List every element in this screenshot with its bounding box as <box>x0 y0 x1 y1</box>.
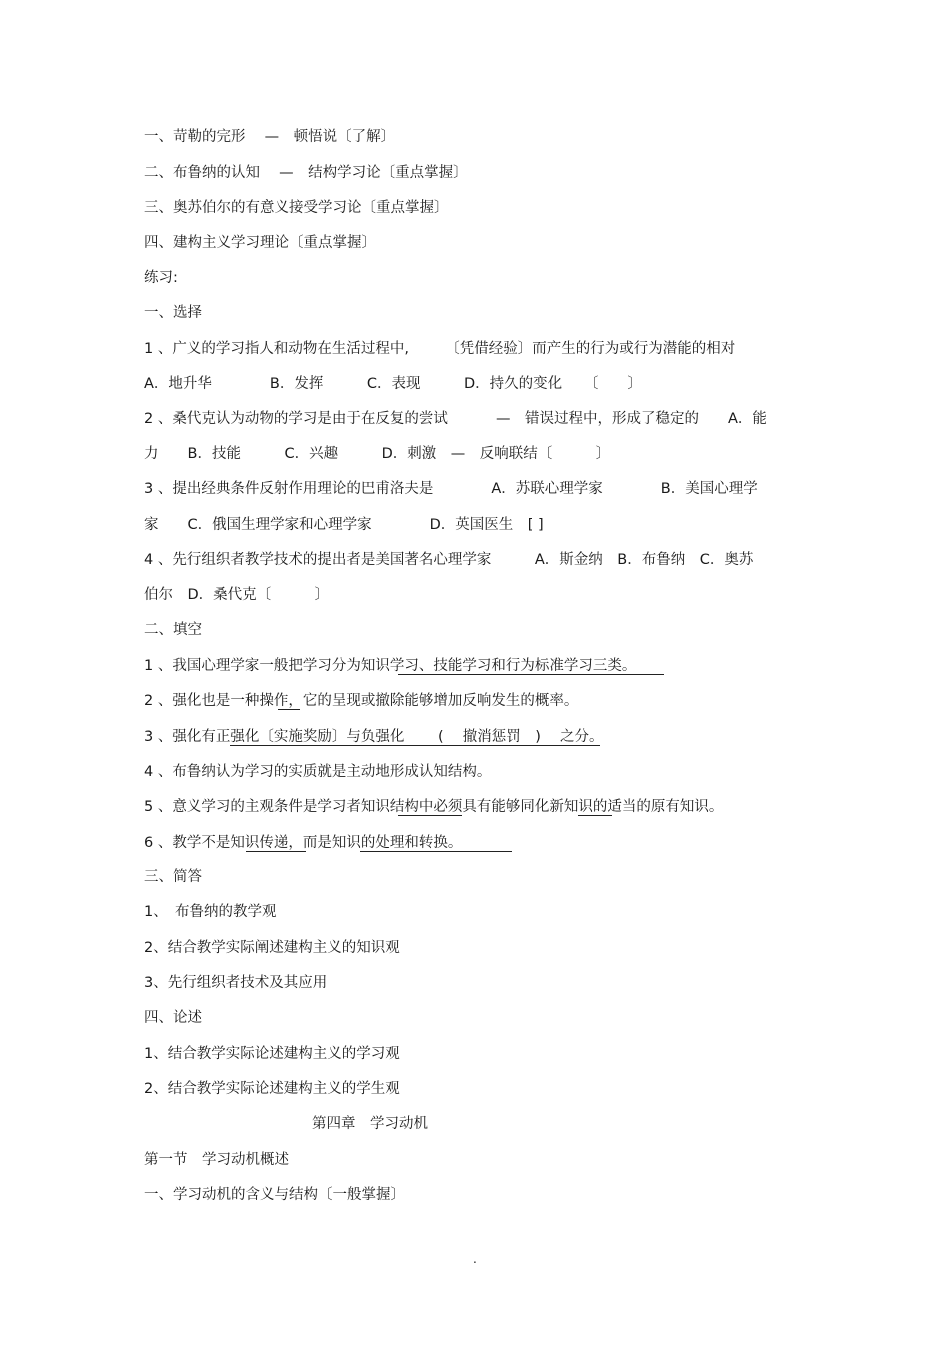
fill-blank-6: 6 、教学不是知识传递，而是知识的处理和转换。 <box>144 835 463 851</box>
fill-blank-6-underline-b <box>360 851 512 852</box>
section-heading-bruner: 二、布鲁纳的认知 — 结构学习论〔重点掌握〕 <box>144 165 468 181</box>
fill-blank-2-underline <box>278 709 300 710</box>
short-answer-3: 3、先行组织者技术及其应用 <box>144 975 328 991</box>
fill-blank-4: 4 、布鲁纳认为学习的实质就是主动地形成认知结构。 <box>144 764 492 780</box>
subsection-title: 一、学习动机的含义与结构〔一般掌握〕 <box>144 1187 405 1203</box>
chapter-title: 第四章 学习动机 <box>312 1116 428 1132</box>
question-1-stem: 1 、广义的学习指人和动物在生活过程中, 〔凭借经验〕而产生的行为或行为潜能的相对 <box>144 341 736 357</box>
question-4-line-1: 4 、先行组织者教学技术的提出者是美国著名心理学家 A．斯金纳 B．布鲁纳 C．奥苏 <box>144 552 754 568</box>
practice-label: 练习: <box>144 270 178 286</box>
question-2-line-2: 力 B．技能 C．兴趣 D．刺激 — 反响联结〔 〕 <box>144 446 611 462</box>
short-answer-1: 1、 布鲁纳的教学观 <box>144 904 277 920</box>
essay-2: 2、结合教学实际论述建构主义的学生观 <box>144 1081 400 1097</box>
fill-blank-2: 2 、强化也是一种操作，它的呈现或撤除能够增加反响发生的概率。 <box>144 693 579 709</box>
fill-blank-5-underline-a <box>398 815 462 816</box>
section-title: 第一节 学习动机概述 <box>144 1152 289 1168</box>
fill-blank-3: 3 、强化有正强化〔实施奖励〕与负强化 ( 撤消惩罚 ) 之分。 <box>144 729 604 745</box>
essay-1: 1、结合教学实际论述建构主义的学习观 <box>144 1046 400 1062</box>
short-answer-heading: 三、简答 <box>144 869 202 885</box>
short-answer-2: 2、结合教学实际阐述建构主义的知识观 <box>144 940 400 956</box>
fill-blank-6-underline-a <box>246 851 306 852</box>
section-heading-kohler: 一、苛勒的完形 — 顿悟说〔了解〕 <box>144 129 396 145</box>
question-4-line-2: 伯尔 D．桑代克〔 〕 <box>144 587 330 603</box>
footer-mark: . <box>473 1252 477 1266</box>
question-1-options: A．地升华 B．发挥 C．表现 D．持久的变化 〔 〕 <box>144 376 642 392</box>
question-3-line-2: 家 C．俄国生理学家和心理学家 D．英国医生 [ ] <box>144 517 544 533</box>
section-heading-ausubel: 三、奥苏伯尔的有意义接受学习论〔重点掌握〕 <box>144 200 449 216</box>
question-3-line-1: 3 、提出经典条件反射作用理论的巴甫洛夫是 A．苏联心理学家 B．美国心理学 <box>144 481 758 497</box>
essay-heading: 四、论述 <box>144 1010 202 1026</box>
fill-blank-heading: 二、填空 <box>144 622 202 638</box>
fill-blank-1: 1 、我国心理学家一般把学习分为知识学习、技能学习和行为标准学习三类。 <box>144 658 637 674</box>
fill-blank-3-underline <box>230 745 600 746</box>
question-2-line-1: 2 、桑代克认为动物的学习是由于在反复的尝试 — 错误过程中，形成了稳定的 A．能 <box>144 411 767 427</box>
fill-blank-5-underline-b <box>578 815 612 816</box>
fill-blank-5: 5 、意义学习的主观条件是学习者知识结构中必须具有能够同化新知识的适当的原有知识。 <box>144 799 724 815</box>
fill-blank-1-underline <box>398 674 664 675</box>
section-heading-constructivism: 四、建构主义学习理论〔重点掌握〕 <box>144 235 376 251</box>
choice-heading: 一、选择 <box>144 305 202 321</box>
